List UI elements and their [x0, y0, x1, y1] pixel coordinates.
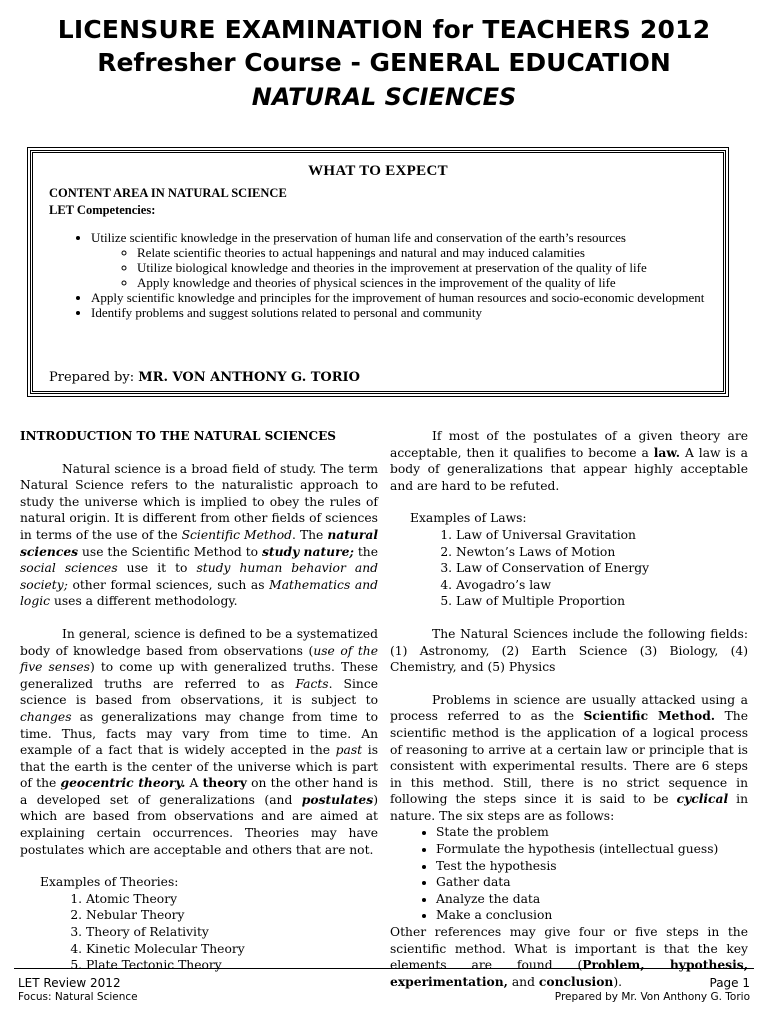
- competency-item: • Identify problems and suggest solutions related to personal and community: [91, 305, 709, 320]
- competencies-label: LET Competencies:: [49, 203, 156, 217]
- content-area-label: CONTENT AREA IN NATURAL SCIENCE: [49, 186, 287, 200]
- list-item: • State the problem: [436, 824, 748, 841]
- footer-focus-label: Focus: Natural Science: [18, 991, 138, 1003]
- list-item: • Gather data: [436, 874, 748, 891]
- laws-label: Examples of Laws:: [410, 511, 527, 526]
- list-item: • Analyze the data: [436, 891, 748, 908]
- list-item: 3. Theory of Relativity: [86, 924, 378, 941]
- steps-list: [390, 824, 748, 924]
- paragraph-natural-science: Natural science is a broad field of study. The term Natural Science refers to the naturalistic approach to study the universe which is implied to obey the rules of natural origin. It is different from other fields of sciences in terms of the use of the Scientific Method. The natural sciences use the Scientific Method to study nature; the social sciences use it to study human behavior and society; other formal sciences, such as Mathematics and logic uses a different methodology.: [20, 461, 378, 609]
- list-item: 4. Avogadro’s law: [456, 577, 748, 594]
- paragraph-science-definition: In general, science is defined to be a systematized body of knowledge based from observations (use of the five senses) to come up with generalized truths. These generalized truths are referred to as Facts. Since science is based from observations, it is subject to changes as generalizations may change from time to time. Thus, facts may vary from time to time. An example of a fact that is widely accepted in the past is that the earth is the center of the universe which is part of the geocentric theory. A theory on the other hand is a developed set of generalizations (and postulates) which are based from observations and are aimed at explaining certain occurrences. Theories may have postulates which are acceptable and others that are not.: [20, 626, 379, 857]
- paragraph-law: If most of the postulates of a given theory are acceptable, then it qualifies to become a law. A law is a body of generalizations that appear highly acceptable and are hard to be refuted.: [390, 429, 748, 493]
- right-column: [390, 428, 748, 1006]
- paragraph-key-elements: Other references may give four or five steps in the scientific method. What is important is that the key elements are found (Problem, hypothesis, experimentation, and conclusion).: [390, 925, 748, 989]
- title-line-1: LICENSURE EXAMINATION for TEACHERS 2012: [57, 15, 711, 44]
- competency-item: • Apply scientific knowledge and principles for the improvement of human resources and socio-economic development: [91, 290, 709, 305]
- paragraph-scientific-method: Problems in science are usually attacked using a process referred to as the Scientific Method. The scientific method is the application of a logical process of reasoning to arrive at a certain law or principle that is consistent with experimental results. There are 6 steps in this method. Still, there is no strict sequence in following the steps since it is said to be cyclical in nature. The six steps are as follows:: [390, 692, 749, 823]
- list-item: 1. Atomic Theory: [86, 891, 378, 908]
- prepared-by: [49, 370, 360, 385]
- paragraph-fields: The Natural Sciences include the following fields: (1) Astronomy, (2) Earth Science (3) Biology, (4) Chemistry, and (5) Physics: [390, 626, 748, 675]
- page-footer: [14, 968, 754, 1003]
- theories-list: [20, 891, 378, 974]
- left-column: [20, 428, 378, 990]
- list-item: • Formulate the hypothesis (intellectual guess): [436, 841, 748, 858]
- footer-prepared-by: Prepared by Mr. Von Anthony G. Torio: [554, 991, 750, 1003]
- list-item: 2. Newton’s Laws of Motion: [456, 544, 748, 561]
- competency-item: • Utilize scientific knowledge in the preservation of human life and conservation of the earth’s resources ◦ Relate scientific theories to actual happenings and natural and may induced calamities ◦ Utilize biological knowledge and theories in the improvement at preservation of the quality of life ◦ Apply knowledge and theories of physical sciences in the improvement of the quality of life: [91, 230, 709, 290]
- sub-competency-item: ◦ Utilize biological knowledge and theories in the improvement at preservation of the quality of life: [137, 260, 709, 275]
- laws-list: [390, 527, 748, 610]
- title-line-2: Refresher Course - GENERAL EDUCATION: [97, 48, 671, 77]
- list-item: 3. Law of Conservation of Energy: [456, 560, 748, 577]
- prepared-by-name: MR. VON ANTHONY G. TORIO: [138, 370, 360, 385]
- list-item: • Make a conclusion: [436, 907, 748, 924]
- list-item: 1. Law of Universal Gravitation: [456, 527, 748, 544]
- theories-label: Examples of Theories:: [40, 875, 179, 890]
- section-heading: INTRODUCTION TO THE NATURAL SCIENCES: [20, 429, 336, 443]
- competencies-list: [47, 230, 709, 320]
- what-to-expect-box: [30, 150, 726, 394]
- sub-competency-item: ◦ Relate scientific theories to actual happenings and natural and may induced calamities: [137, 245, 709, 260]
- title-line-3: NATURAL SCIENCES: [251, 83, 517, 111]
- list-item: 4. Kinetic Molecular Theory: [86, 941, 378, 958]
- sub-competencies-list: [91, 245, 709, 290]
- list-item: 2. Nebular Theory: [86, 907, 378, 924]
- footer-review-label: LET Review 2012: [18, 976, 121, 990]
- list-item: • Test the hypothesis: [436, 858, 748, 875]
- list-item: 5. Law of Multiple Proportion: [456, 593, 748, 610]
- list-item: 5. Plate Tectonic Theory: [86, 957, 378, 974]
- box-title: WHAT TO EXPECT: [308, 163, 448, 179]
- footer-page-number: Page 1: [709, 976, 750, 990]
- sub-competency-item: ◦ Apply knowledge and theories of physical sciences in the improvement of the quality of life: [137, 275, 709, 290]
- document-header: [0, 14, 768, 114]
- prepared-by-label: Prepared by:: [49, 370, 135, 385]
